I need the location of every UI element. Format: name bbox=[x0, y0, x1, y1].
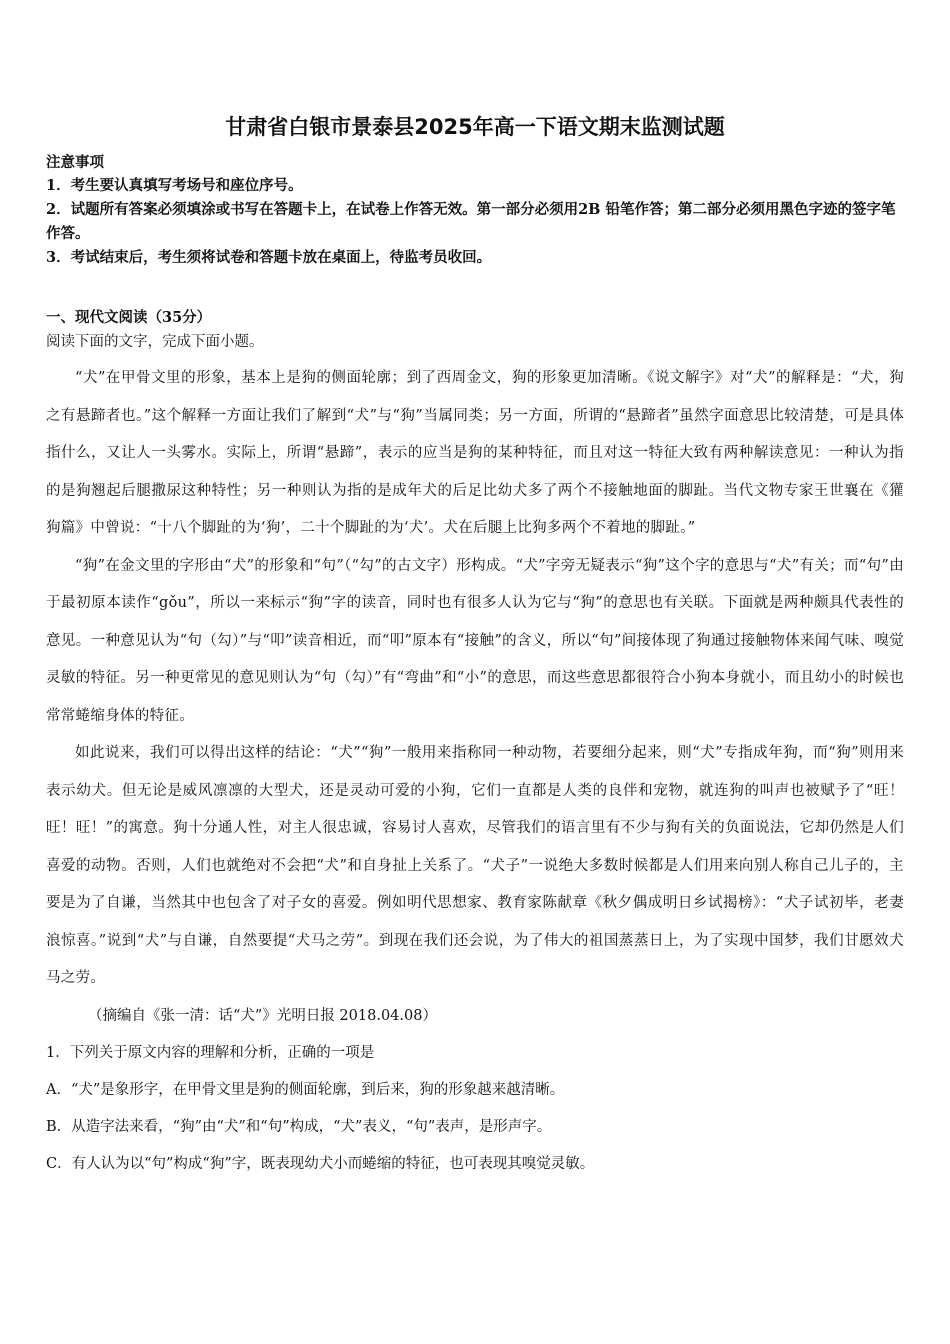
notice-heading: 注意事项 bbox=[46, 154, 104, 171]
question-option: B．从造字法来看，“狗”由“犬”和“句”构成，“犬”表义，“句”表声，是形声字。 bbox=[46, 1118, 552, 1135]
question-option: A．“犬”是象形字，在甲骨文里是狗的侧面轮廓，到后来，狗的形象越来越清晰。 bbox=[46, 1081, 565, 1098]
passage-paragraph: “狗”在金文里的字形由“犬”的形象和“句”（“勾”的古文字）形构成。“犬”字旁无疑表示“狗”这个字的意思与“犬”有关；而“句”由于最初原本读作“gǒu”，所以一来标示“狗”字的读音，同时也有很多人认为它与“狗”的意思也有关联。下面就是两种颇具代表性的意见。一种意见认为“句（勾）”与“叩”读音相近，而“叩”原本有“接触”的含义，所以“句”间接体现了狗通过接触物体来闻气味、嗅觉灵敏的特征。另一种更常见的意见则认为“句（勾）”有“弯曲”和“小”的意思，而这些意思都很符合小狗本身就小，而且幼小的时候也常常蜷缩身体的特征。 bbox=[46, 557, 904, 724]
notice-item: 1．考生要认真填写考场号和座位序号。 bbox=[46, 177, 303, 194]
passage-paragraph: 如此说来，我们可以得出这样的结论：“犬”“狗”一般用来指称同一种动物，若要细分起来，则“犬”专指成年狗，而“狗”则用来表示幼犬。但无论是威风凛凛的大型犬，还是灵动可爱的小狗，它们一直都是人类的良伴和宠物，就连狗的叫声也被赋予了“旺！旺！旺！”的寓意。狗十分通人性，对主人很忠诚，容易讨人喜欢，尽管我们的语言里有不少与狗有关的负面说法，它却仍然是人们喜爱的动物。否则，人们也就绝对不会把“犬”和自身扯上关系了。“犬子”一说绝大多数时候都是人们用来向别人称自己儿子的，主要是为了自谦，当然其中也包含了对子女的喜爱。例如明代思想家、教育家陈献章《秋夕偶成明日乡试揭榜》：“犬子试初毕，老妻浪惊喜。”说到“犬”与自谦，自然要提“犬马之劳”。到现在我们还会说，为了伟大的祖国蒸蒸日上，为了实现中国梦，我们甘愿效犬马之劳。 bbox=[46, 745, 904, 986]
question-block bbox=[46, 1035, 904, 1183]
page-title: 甘肃省白银市景泰县2025年高一下语文期末监测试题 bbox=[225, 115, 725, 139]
notice-item: 3．考试结束后，考生须将试卷和答题卡放在桌面上，待监考员收回。 bbox=[46, 249, 492, 266]
reading-section bbox=[46, 306, 904, 1035]
notice-item: 2．试题所有答案必须填涂或书写在答题卡上，在试卷上作答无效。第一部分必须用2B 铅笔作答；第二部分必须用黑色字迹的签字笔作答。 bbox=[46, 201, 896, 242]
section-intro: 阅读下面的文字，完成下面小题。 bbox=[46, 334, 264, 350]
notice-block bbox=[46, 152, 904, 270]
question-option: C．有人认为以“句”构成“狗”字，既表现幼犬小而蜷缩的特征，也可表现其嗅觉灵敏。 bbox=[46, 1155, 595, 1172]
passage-source: （摘编自《张一清：话“犬”》光明日报 2018.04.08） bbox=[88, 1007, 437, 1024]
passage-paragraph: “犬”在甲骨文里的形象，基本上是狗的侧面轮廓；到了西周金文，狗的形象更加清晰。《说文解字》对“犬”的解释是：“犬，狗之有悬蹄者也。”这个解释一方面让我们了解到“犬”与“狗”当属同类；另一方面，所谓的“悬蹄者”虽然字面意思比较清楚，可是具体指什么，又让人一头雾水。实际上，所谓“悬蹄”，表示的应当是狗的某种特征，而且对这一特征大致有两种解读意见：一种认为指的是狗翘起后腿撒尿这种特性；另一种则认为指的是成年犬的后足比幼犬多了两个不接触地面的脚趾。当代文物专家王世襄在《獾狗篇》中曾说：“十八个脚趾的为‘狗’，二十个脚趾的为‘犬’。犬在后腿上比狗多两个不着地的脚趾。” bbox=[46, 370, 904, 536]
question-stem: 1．下列关于原文内容的理解和分析，正确的一项是 bbox=[46, 1044, 375, 1061]
section-heading: 一、现代文阅读（35分） bbox=[46, 309, 212, 326]
